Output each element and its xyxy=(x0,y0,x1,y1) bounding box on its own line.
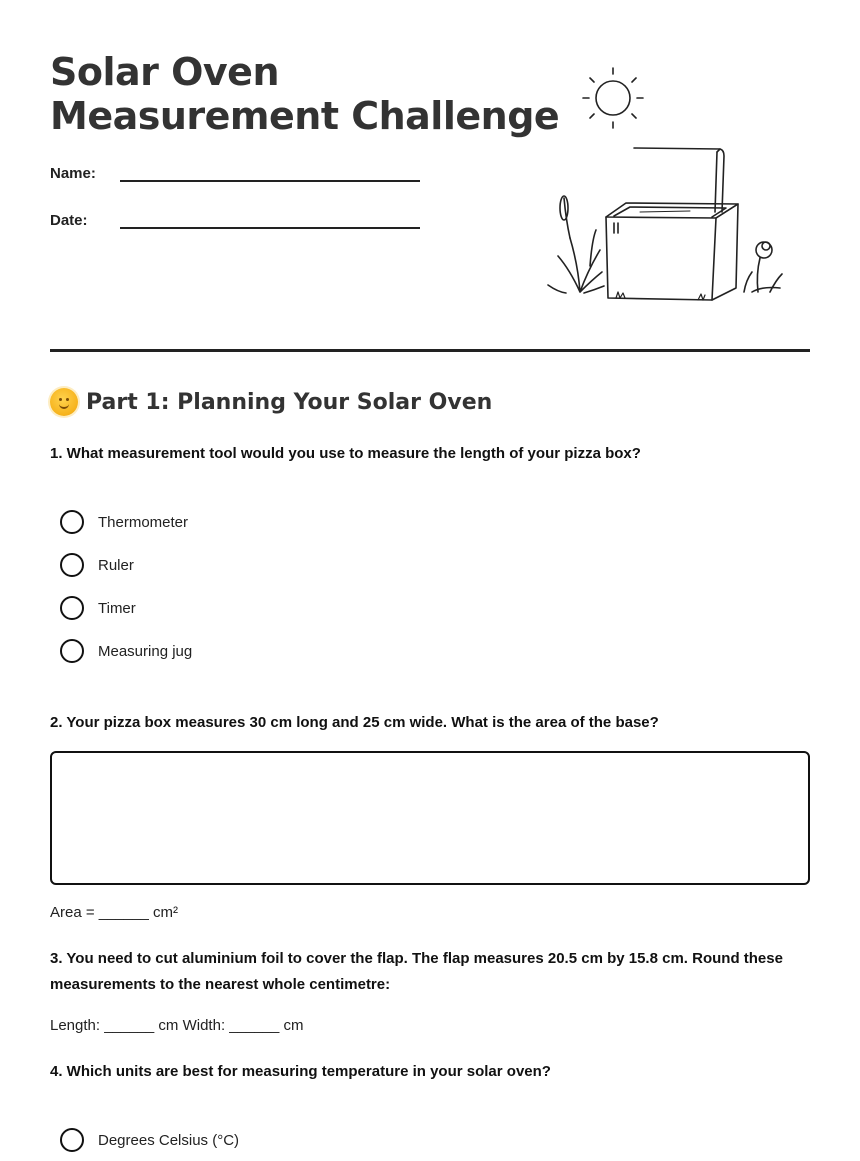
section-heading-part1 xyxy=(50,388,492,416)
question-3: 3. You need to cut aluminium foil to cover the flap. The flap measures 20.5 cm by 15.8 cm. Round these measurements to the nearest whole centimetre: xyxy=(50,950,783,993)
pizza-box-sketch xyxy=(606,203,738,300)
option-label: Timer xyxy=(98,599,136,617)
title-line-2: Measurement Challenge xyxy=(50,94,560,138)
option-label: Measuring jug xyxy=(98,642,193,660)
q2-working-box[interactable] xyxy=(50,751,810,885)
name-field-row xyxy=(50,164,420,182)
q4-option-degrees-celsius[interactable] xyxy=(60,1128,239,1152)
radio-icon[interactable] xyxy=(60,639,84,663)
q2-area-answer-line: Area = ______ cm² xyxy=(50,904,178,921)
question-2: 2. Your pizza box measures 30 cm long and 25 cm wide. What is the area of the base? xyxy=(50,714,659,731)
flower-right-sketch xyxy=(744,242,782,292)
sun-emoji-icon xyxy=(50,388,78,416)
grass-left-sketch xyxy=(548,196,604,293)
header-divider xyxy=(50,349,810,352)
name-label: Name: xyxy=(50,165,96,182)
radio-icon[interactable] xyxy=(60,553,84,577)
date-field-row xyxy=(50,211,420,229)
date-label: Date: xyxy=(50,212,88,229)
q1-option-timer[interactable] xyxy=(60,596,136,620)
radio-icon[interactable] xyxy=(60,596,84,620)
name-line[interactable] xyxy=(120,164,420,182)
q1-option-ruler[interactable] xyxy=(60,553,134,577)
q1-option-measuring-jug[interactable] xyxy=(60,639,192,663)
radio-icon[interactable] xyxy=(60,510,84,534)
solar-oven-illustration xyxy=(530,60,790,310)
section-title-text: Part 1: Planning Your Solar Oven xyxy=(86,389,493,415)
question-1: 1. What measurement tool would you use to measure the length of your pizza box? xyxy=(50,445,641,462)
radio-icon[interactable] xyxy=(60,1128,84,1152)
q1-option-thermometer[interactable] xyxy=(60,510,188,534)
sun-sketch-icon xyxy=(583,68,643,128)
question-4: 4. Which units are best for measuring temperature in your solar oven? xyxy=(50,1063,551,1080)
title-line-1: Solar Oven xyxy=(50,50,280,94)
option-label: Thermometer xyxy=(98,513,189,531)
option-label: Degrees Celsius (°C) xyxy=(98,1131,240,1149)
q3-answer-line: Length: ______ cm Width: ______ cm xyxy=(50,1017,304,1034)
option-label: Ruler xyxy=(98,556,134,574)
date-line[interactable] xyxy=(120,211,420,229)
